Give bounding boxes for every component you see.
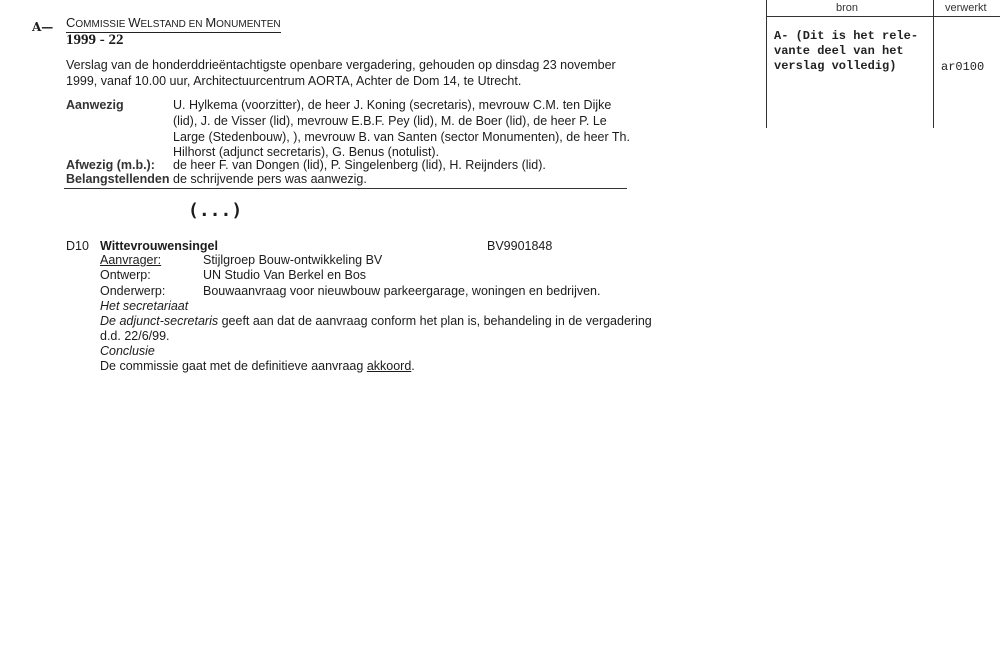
organization-name: COMMISSIE WELSTAND EN MONUMENTEN xyxy=(66,16,281,33)
item-title: Wittevrouwensingel xyxy=(100,239,218,253)
present-line: (lid), J. de Visser (lid), mevrouw E.B.F. Pey (lid), M. de Boer (lid), de heer P. Le xyxy=(173,114,607,128)
processed-column-header: verwerkt xyxy=(945,2,987,14)
subject-value: Bouwaanvraag voor nieuwbouw parkeergarage, woningen en bedrijven. xyxy=(203,284,601,298)
present-label: Aanwezig xyxy=(66,98,124,112)
omission-marker: (...) xyxy=(188,200,243,221)
conclusion-text: De commissie gaat met de definitieve aanvraag akkoord. xyxy=(100,359,415,373)
section-mark: A— xyxy=(32,20,54,34)
subject-label: Onderwerp: xyxy=(100,284,166,298)
design-value: UN Studio Van Berkel en Bos xyxy=(203,268,367,282)
section-divider xyxy=(64,188,627,189)
table-border-left xyxy=(766,0,767,128)
source-column-header: bron xyxy=(836,2,859,14)
design-label: Ontwerp: xyxy=(100,268,151,282)
conclusion-heading: Conclusie xyxy=(100,344,155,358)
secretariat-date: d.d. 22/6/99. xyxy=(100,329,170,343)
intro-line-2: 1999, vanaf 10.00 uur, Architectuurcentrum AORTA, Achter de Dom 14, te Utrecht. xyxy=(66,74,522,88)
secretariat-text: De adjunct-secretaris geeft aan dat de aanvraag conform het plan is, behandeling in de vergadering xyxy=(100,314,652,328)
absent-text: de heer F. van Dongen (lid), P. Singelenberg (lid), H. Reijnders (lid). xyxy=(173,158,546,172)
absent-label: Afwezig (m.b.): xyxy=(66,158,155,172)
applicant-value: Stijlgroep Bouw-ontwikkeling BV xyxy=(203,253,383,267)
secretariat-heading: Het secretariaat xyxy=(100,299,189,313)
interested-text: de schrijvende pers was aanwezig. xyxy=(173,172,367,186)
present-line: Hilhorst (adjunct secretaris), G. Benus (notulist). xyxy=(173,145,440,159)
source-note-line: verslag volledig) xyxy=(774,59,897,73)
item-code: D10 xyxy=(66,239,89,253)
table-border-middle xyxy=(933,0,934,128)
meeting-number: 1999 - 22 xyxy=(66,32,124,48)
source-note-line: vante deel van het xyxy=(774,44,904,58)
applicant-label: Aanvrager: xyxy=(100,253,162,267)
source-note-line: A- (Dit is het rele- xyxy=(774,29,919,43)
intro-line-1: Verslag van de honderddrieëntachtigste openbare vergadering, gehouden op dinsdag 23 november xyxy=(66,58,616,72)
item-reference: BV9901848 xyxy=(487,239,553,253)
present-line: Large (Stedenbouw), ), mevrouw B. van Santen (sector Monumenten), de heer Th. xyxy=(173,130,630,144)
table-header-rule xyxy=(766,16,1000,17)
present-line: U. Hylkema (voorzitter), de heer J. Koning (secretaris), mevrouw C.M. ten Dijke xyxy=(173,98,612,112)
processed-code: ar0100 xyxy=(941,60,985,74)
interested-label: Belangstellenden xyxy=(66,172,170,186)
